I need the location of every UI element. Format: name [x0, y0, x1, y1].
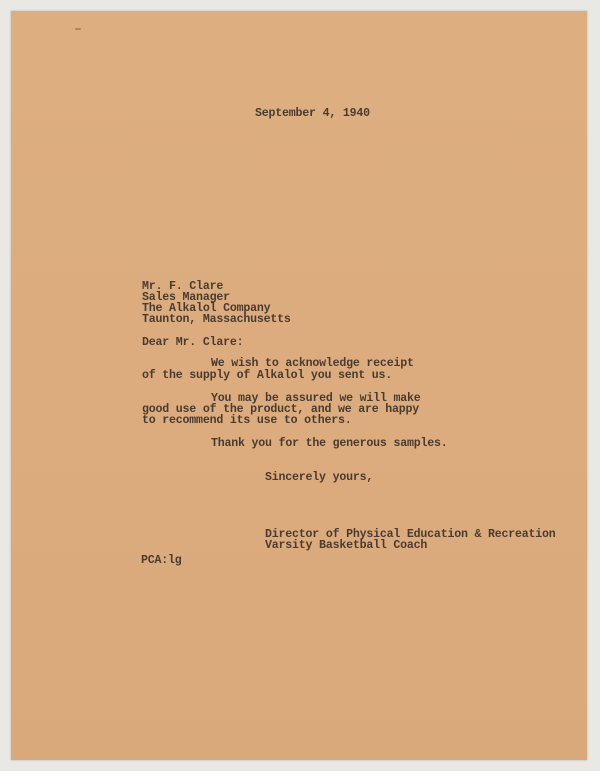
reference-initials: PCA:lg [141, 554, 182, 567]
paper-mark [75, 28, 81, 30]
body-paragraph-1-line-1: We wish to acknowledge receipt [211, 357, 414, 370]
recipient-name: Mr. F. Clare [142, 280, 224, 293]
body-paragraph-3-line-1: Thank you for the generous samples. [211, 437, 448, 450]
body-paragraph-2-line-1: You may be assured we will make [211, 392, 421, 405]
closing: Sincerely yours, [265, 471, 374, 484]
recipient-title: Sales Manager [142, 291, 230, 304]
body-paragraph-1-line-2: of the supply of Alkalol you sent us. [142, 369, 393, 382]
body-paragraph-2-line-2: good use of the product, and we are happy [142, 403, 420, 416]
letter-page [11, 11, 587, 760]
body-paragraph-2-line-3: to recommend its use to others. [142, 414, 352, 427]
recipient-company: The Alkalol Company [142, 302, 271, 315]
signature-title-line-1: Director of Physical Education & Recreation [265, 528, 556, 541]
letter-date: September 4, 1940 [255, 107, 370, 120]
salutation: Dear Mr. Clare: [142, 336, 244, 349]
signature-title-line-2: Varsity Basketball Coach [265, 539, 428, 552]
recipient-city: Taunton, Massachusetts [142, 313, 291, 326]
